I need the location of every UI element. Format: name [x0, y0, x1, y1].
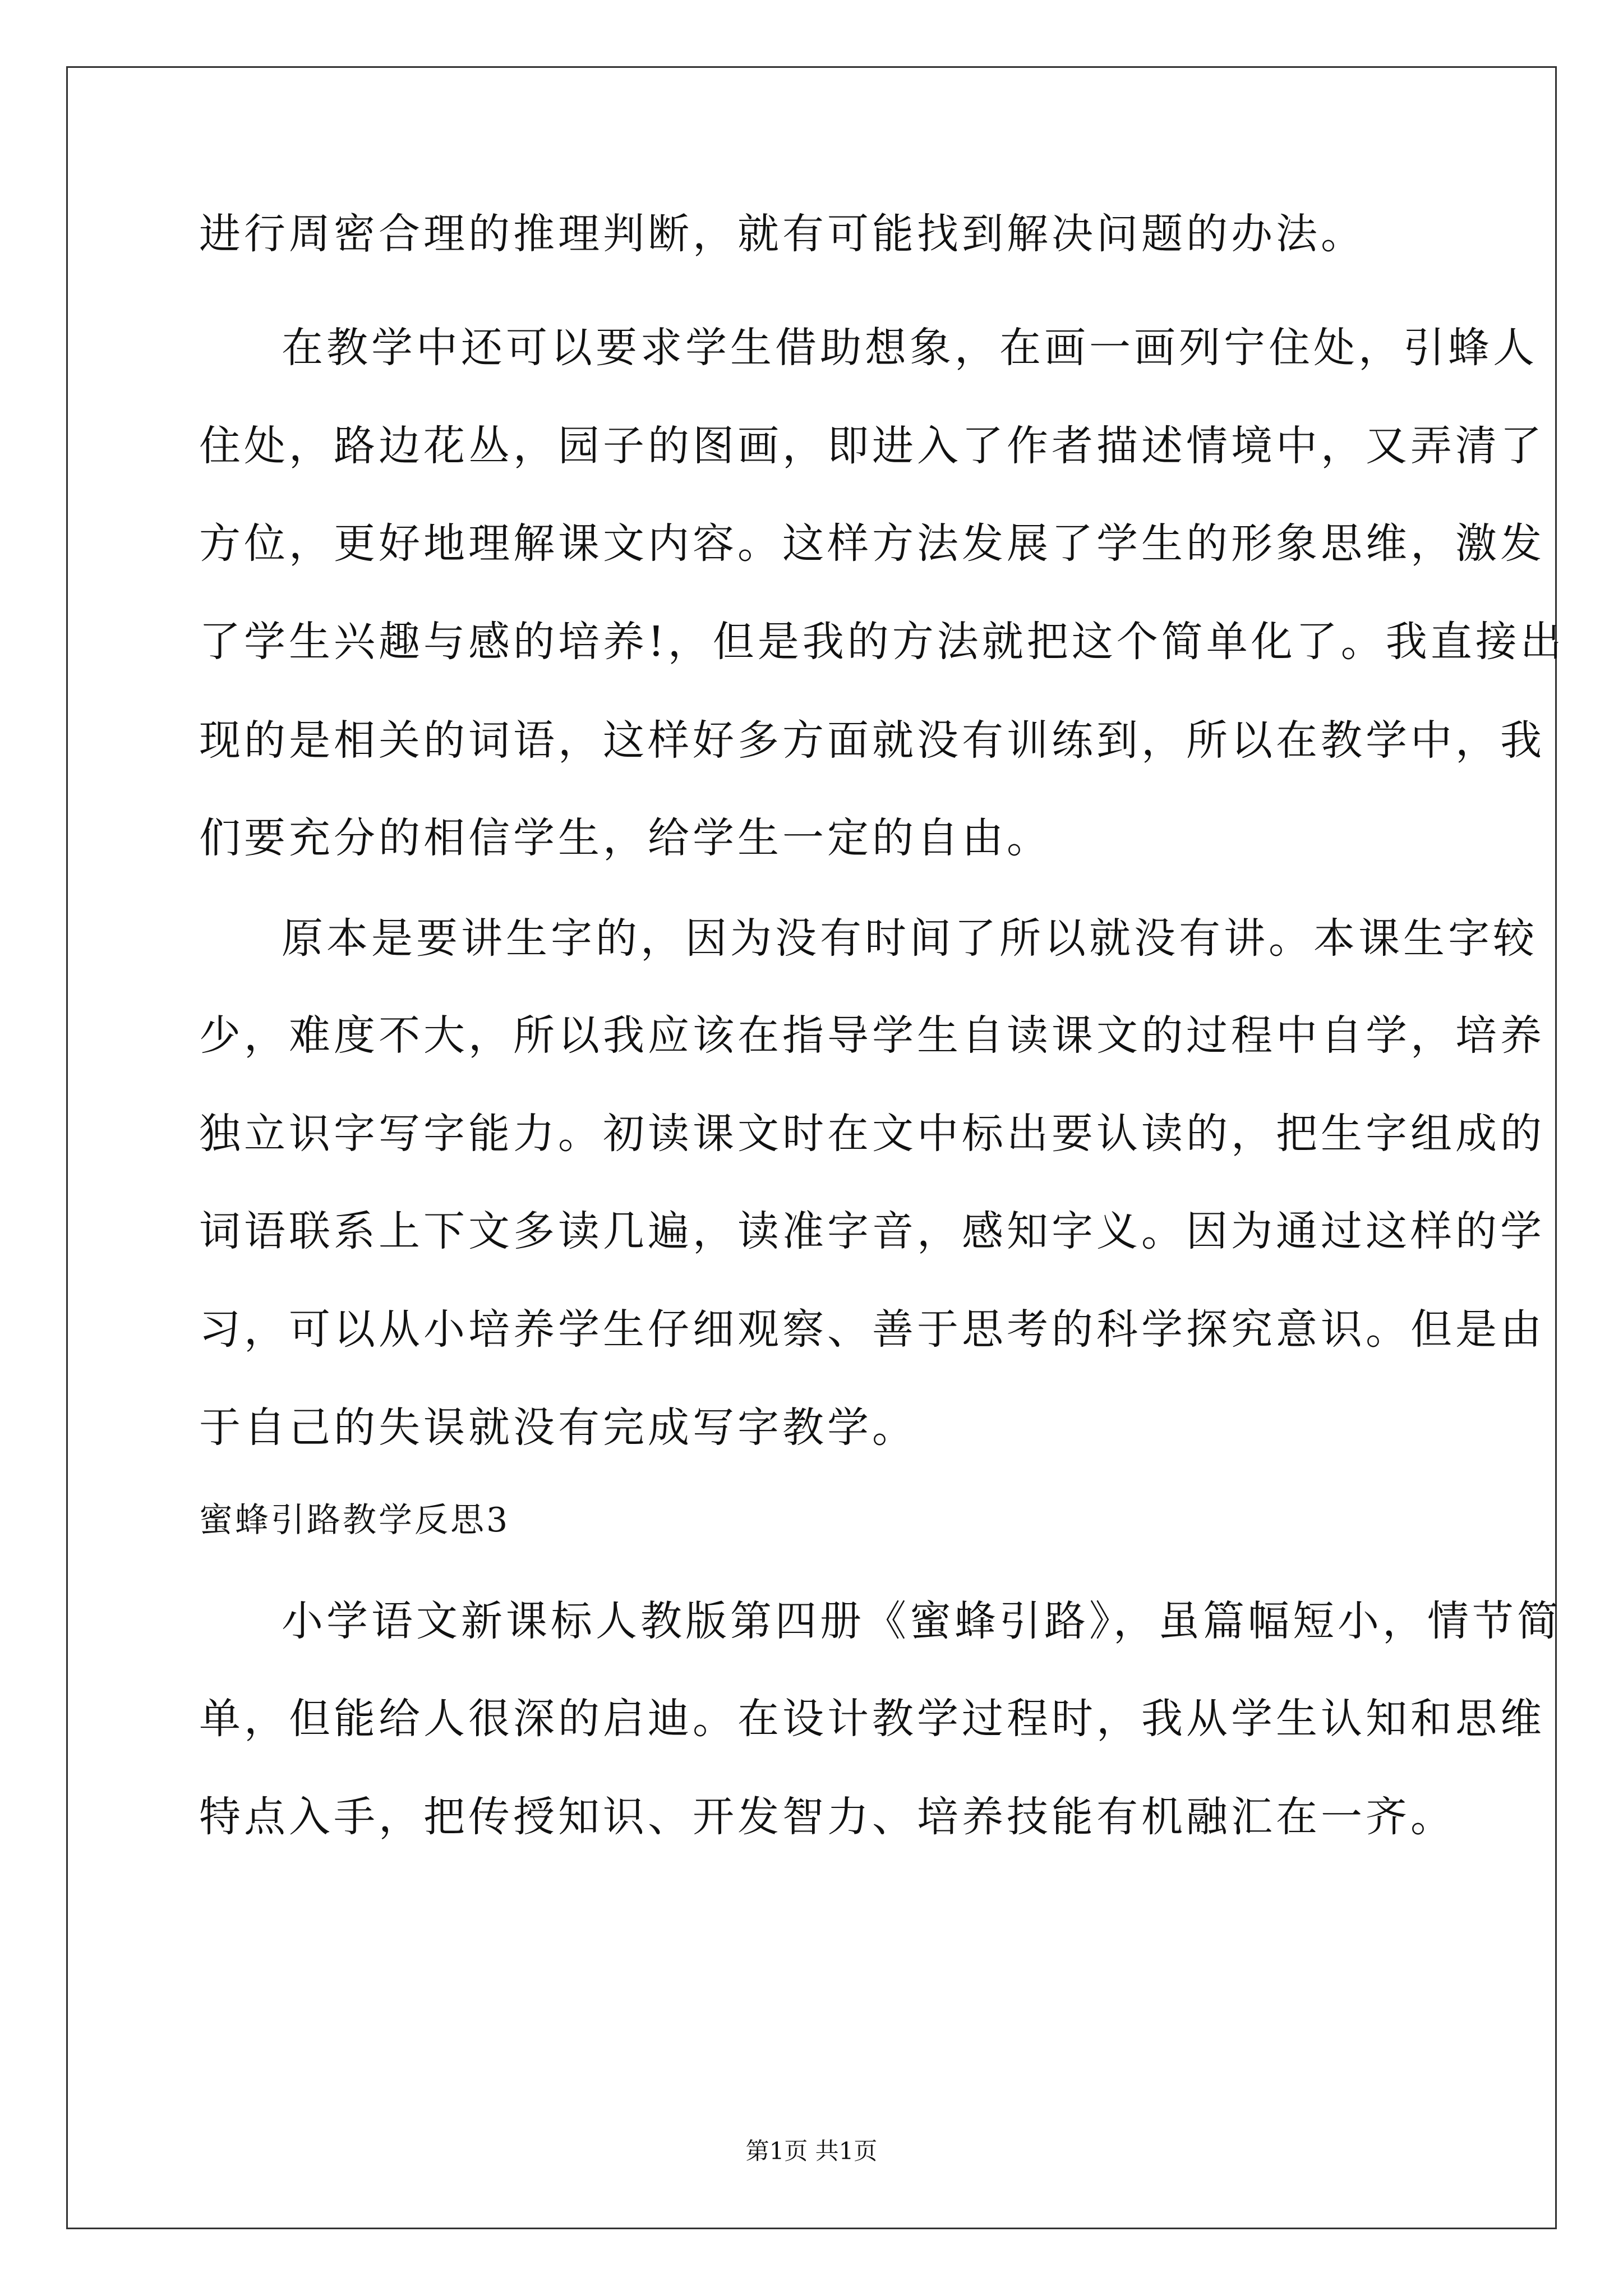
text-line: 于自己的失误就没有完成写字教学。 [199, 1404, 917, 1452]
paragraph-first-line: 在教学中还可以要求学生借助想象，在画一画列宁住处，引蜂人 [282, 324, 1538, 372]
text-line: 习，可以从小培养学生仔细观察、善于思考的科学探究意识。但是由 [199, 1305, 1545, 1354]
text-line: 了学生兴趣与感的培养!，但是我的方法就把这个简单化了。我直接出 [199, 618, 1565, 666]
text-line: 单，但能给人很深的启迪。在设计教学过程时，我从学生认知和思维 [199, 1695, 1545, 1743]
text-line: 特点入手，把传授知识、开发智力、培养技能有机融汇在一齐。 [199, 1793, 1455, 1841]
text-line: 词语联系上下文多读几遍，读准字音，感知字义。因为通过这样的学 [199, 1207, 1545, 1255]
page-number: 第1页 共1页 [745, 2137, 878, 2165]
text-line: 们要充分的相信学生，给学生一定的自由。 [199, 814, 1052, 862]
text-line: 现的是相关的词语，这样好多方面就没有训练到，所以在教学中，我 [199, 716, 1545, 765]
text-line: 住处，路边花丛，园子的图画，即进入了作者描述情境中，又弄清了 [199, 422, 1545, 470]
text-line: 进行周密合理的推理判断，就有可能找到解决问题的办法。 [199, 210, 1366, 258]
paragraph-first-line: 原本是要讲生字的，因为没有时间了所以就没有讲。本课生字较 [282, 914, 1538, 963]
text-line: 独立识字写字能力。初读课文时在文中标出要认读的，把生字组成的 [199, 1110, 1545, 1158]
section-heading: 蜜蜂引路教学反思3 [199, 1501, 510, 1540]
paragraph-first-line: 小学语文新课标人教版第四册《蜜蜂引路》，虽篇幅短小，情节简 [282, 1597, 1562, 1645]
text-line: 少，难度不大，所以我应该在指导学生自读课文的过程中自学，培养 [199, 1011, 1545, 1060]
text-line: 方位，更好地理解课文内容。这样方法发展了学生的形象思维，激发 [199, 519, 1545, 568]
